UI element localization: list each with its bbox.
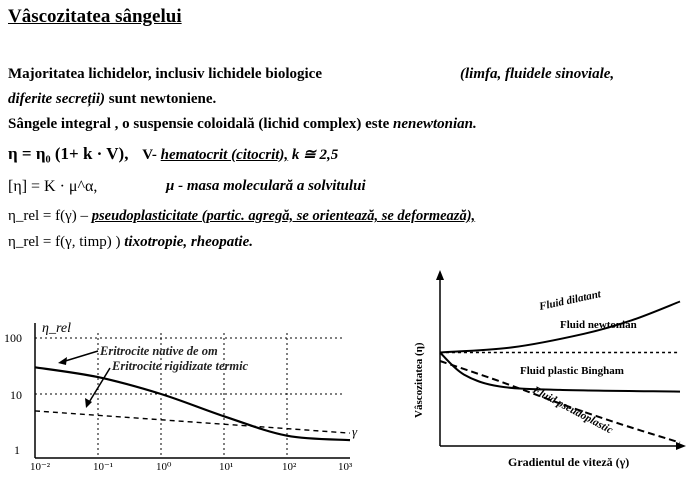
left-x-tick-5: 10³ [338,461,353,473]
formula-1 [8,144,338,164]
paragraph-line-2-b: sunt newtoniene. [108,91,217,107]
paragraph-line-2-a: diferite secreții) [8,91,106,107]
left-y-tick-1: 1 [14,443,20,457]
right-chart [400,268,696,492]
paragraph-line-1-b: (limfa, fluidele sinoviale, [460,66,615,82]
formula-3 [8,208,475,225]
right-label-dilatant: Fluid dilatant [538,288,602,313]
paragraph-line-3 [8,116,477,133]
left-series-native-line [35,367,350,440]
left-series-rigid-line [35,411,350,433]
formula-1-note-c: k ≅ 2,5 [291,147,339,163]
paragraph-line-1-a: Majoritatea lichidelor, inclusiv lichidele biologice [8,66,322,82]
left-x-tick-4: 10² [282,461,297,473]
left-x-tick-1: 10⁻¹ [93,461,114,473]
formula-3-note: pseudoplasticitate (partic. agregă, se orientează, se deformează), [91,208,476,224]
right-chart-x-arrowhead [676,442,686,450]
formula-4-eq: η_rel = f(γ, timp) ) [8,234,121,250]
left-arrow-native [62,351,98,362]
left-chart-xlabel: γ [352,424,358,439]
paragraph-line-3-a: Sângele integral , o suspensie coloidală (lichid complex) este [8,116,390,132]
paragraph-line-1 [8,66,615,83]
left-chart [0,318,370,492]
left-legend-rigid: Eritrocite rigidizate termic [112,359,249,373]
left-x-ticks [30,461,353,473]
left-arrowhead-native [58,357,67,365]
left-y-tick-10: 10 [10,388,22,402]
left-x-tick-0: 10⁻² [30,461,51,473]
right-chart-ylabel: Vâscozitatea (η) [413,342,425,418]
right-label-bingham: Fluid plastic Bingham [520,365,624,377]
left-y-tick-100: 100 [4,331,22,345]
left-x-tick-2: 10⁰ [156,461,172,473]
left-arrow-rigid [88,368,110,404]
right-chart-xlabel: Gradientul de viteză (γ) [508,455,630,469]
formula-1-note-a: V- [142,147,157,163]
right-label-newtonian: Fluid newtonian [560,319,637,331]
paragraph-line-3-b: nenewtonian. [392,116,477,132]
page-title: Vâscozitatea sângelui [8,6,182,27]
formula-2-note: μ - masa moleculară a solvitului [166,178,366,194]
left-x-tick-3: 10¹ [219,461,234,473]
left-legend-native: Eritrocite native de om [100,344,218,358]
right-chart-y-arrowhead [436,270,444,280]
formula-1-eq: η = η₀ (1+ k · V), [8,144,129,163]
right-label-pseudoplastic: Fluid pseudoplastic [530,384,615,437]
formula-1-note-b: hematocrit (citocrit), [160,147,289,163]
formula-4-note: tixotropie, rheopatie. [124,234,253,250]
formula-2-eq: [η] = K · μ^α, [8,178,98,195]
left-chart-ylabel: η_rel [42,321,71,336]
formula-3-eq: η_rel = f(γ) – [8,208,88,224]
paragraph-line-2 [8,91,216,108]
formula-4 [8,234,253,251]
formula-2 [8,178,366,196]
